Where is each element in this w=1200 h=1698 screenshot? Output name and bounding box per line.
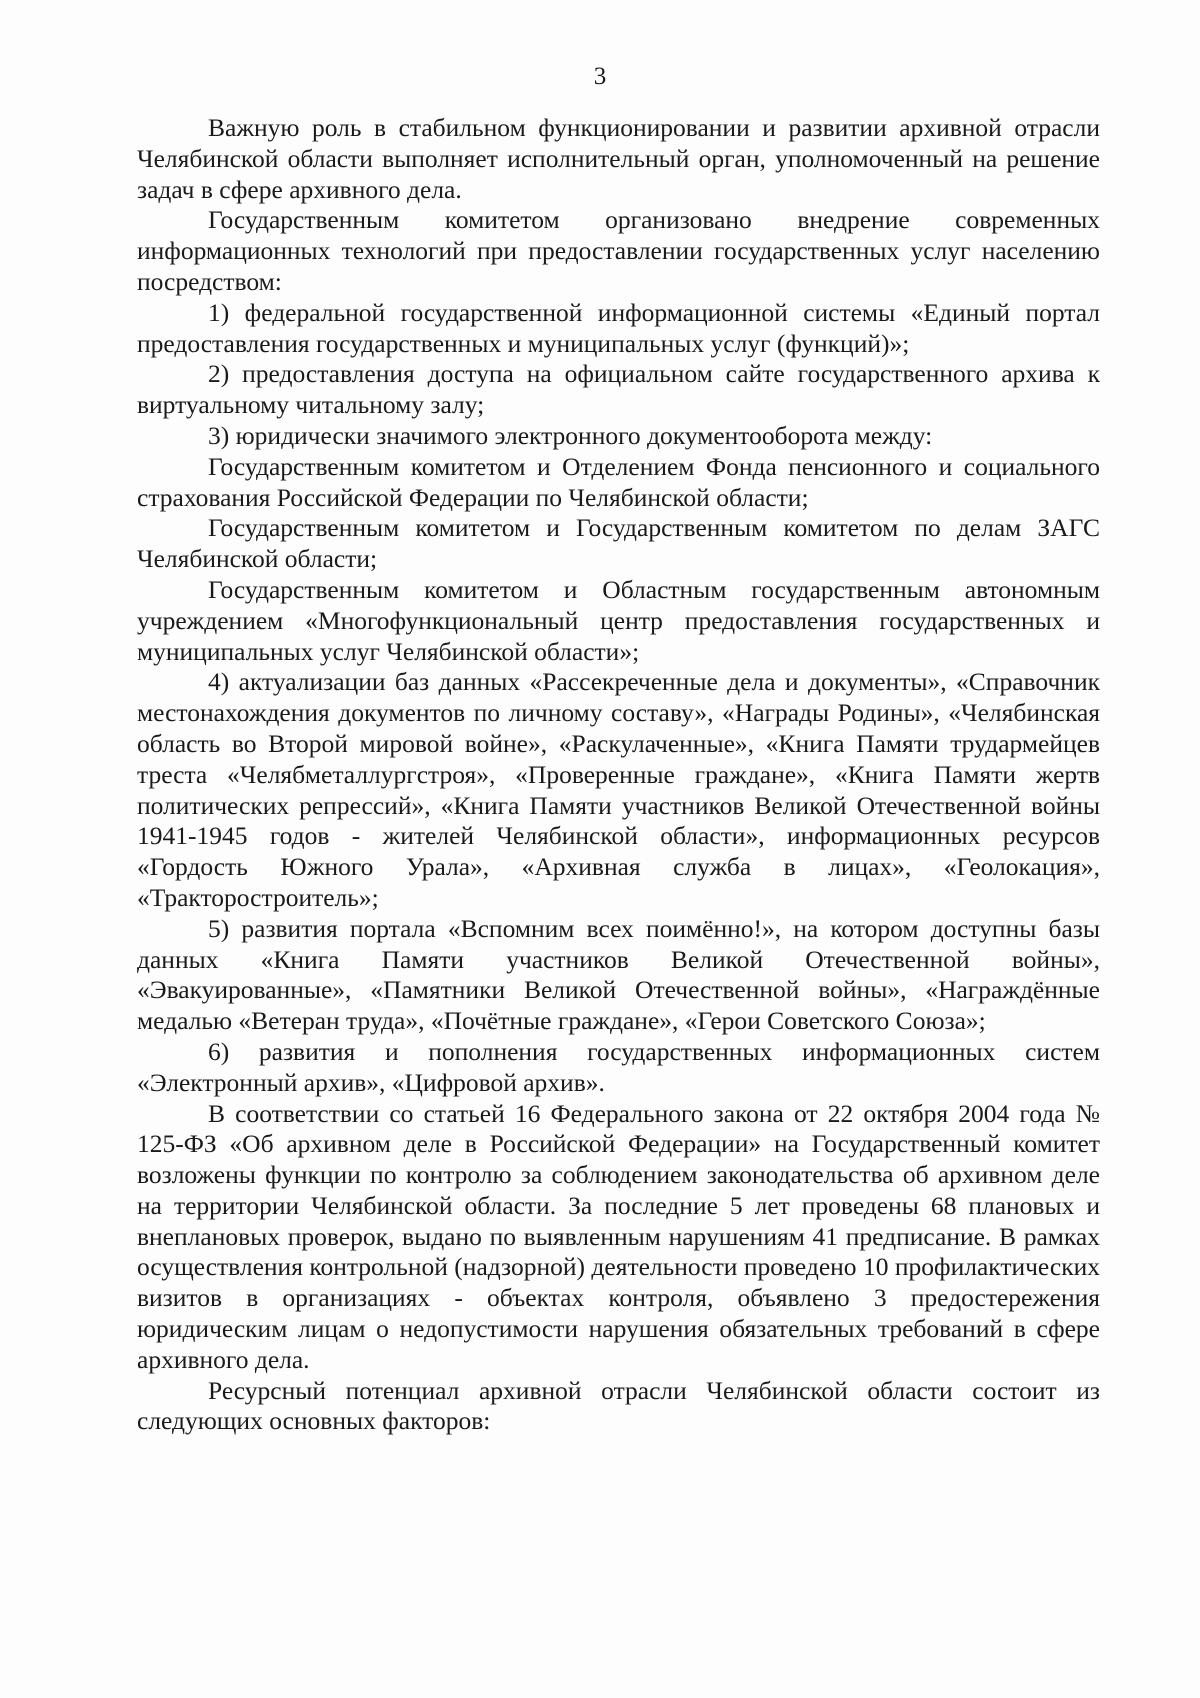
list-item-paragraph: 3) юридически значимого электронного документооборота между: [208,420,933,450]
paragraph: Ресурсный потенциал архивной отрасли Челябинской области состоит из следующих основных факторов: [137,1375,1100,1436]
paragraph: В соответствии со статьей 16 Федерального закона от 22 октября 2004 года № 125-ФЗ «Об архивном деле в Российской Федерации» на Государственный комитет возложены функции по контролю за соблюдением законодательства об архивном деле на территории Челябинской области. За последние 5 лет проведены 68 плановых и внеплановых проверок, выдано по выявленным нарушениям 41 предписание. В рамках осуществления контрольной (надзорной) деятельности проведено 10 профилактических визитов в организациях - объектах контроля, объявлено 3 предостережения юридическим лицам о недопустимости нарушения обязательных требований в сфере архивного дела. [137,1098,1100,1374]
list-item-paragraph: 5) развития портала «Вспомним всех поимённо!», на котором доступны базы данных «Книга Памяти участников Великой Отечественной войны», «Эвакуированные», «Памятники Великой Отечественной войны», «Награждённые медалью «Ветеран труда», «Почётные граждане», «Герои Советского Союза»; [137,913,1100,1036]
list-item-paragraph: 2) предоставления доступа на официальном сайте государственного архива к виртуальному читальному залу; [137,359,1100,420]
paragraph: Важную роль в стабильном функционировании и развитии архивной отрасли Челябинской области выполняет исполнительный орган, уполномоченный на решение задач в сфере архивного дела. [137,113,1100,204]
list-item-paragraph: 6) развития и пополнения государственных информационных систем «Электронный архив», «Цифровой архив». [137,1036,1100,1097]
list-item-paragraph: 1) федеральной государственной информационной системы «Единый портал предоставления государственных и муниципальных услуг (функций)»; [137,297,1100,358]
paragraph: Государственным комитетом и Отделением Фонда пенсионного и социального страхования Российской Федерации по Челябинской области; [137,451,1100,512]
paragraph: Государственным комитетом и Областным государственным автономным учреждением «Многофункциональный центр предоставления государственных и муниципальных услуг Челябинской области»; [137,574,1100,666]
list-item-paragraph: 4) актуализации баз данных «Рассекреченные дела и документы», «Справочник местонахождения документов по личному составу», «Награды Родины», «Челябинская область во Второй мировой войне», «Раскулаченные», «Книга Памяти трудармейцев треста «Челябметаллургстроя», «Проверенные граждане», «Книга Памяти жертв политических репрессий», «Книга Памяти участников Великой Отечественной войны 1941-1945 годов - жителей Челябинской области», информационных ресурсов «Гордость Южного Урала», «Архивная служба в лицах», «Геолокация», «Тракторостроитель»; [137,667,1100,912]
document-body [137,113,1100,1437]
page-number: 3 [593,63,607,90]
paragraph: Государственным комитетом и Государственным комитетом по делам ЗАГС Челябинской области; [137,513,1100,574]
paragraph: Государственным комитетом организовано внедрение современных информационных технологий при предоставлении государственных услуг населению посредством: [137,205,1100,296]
